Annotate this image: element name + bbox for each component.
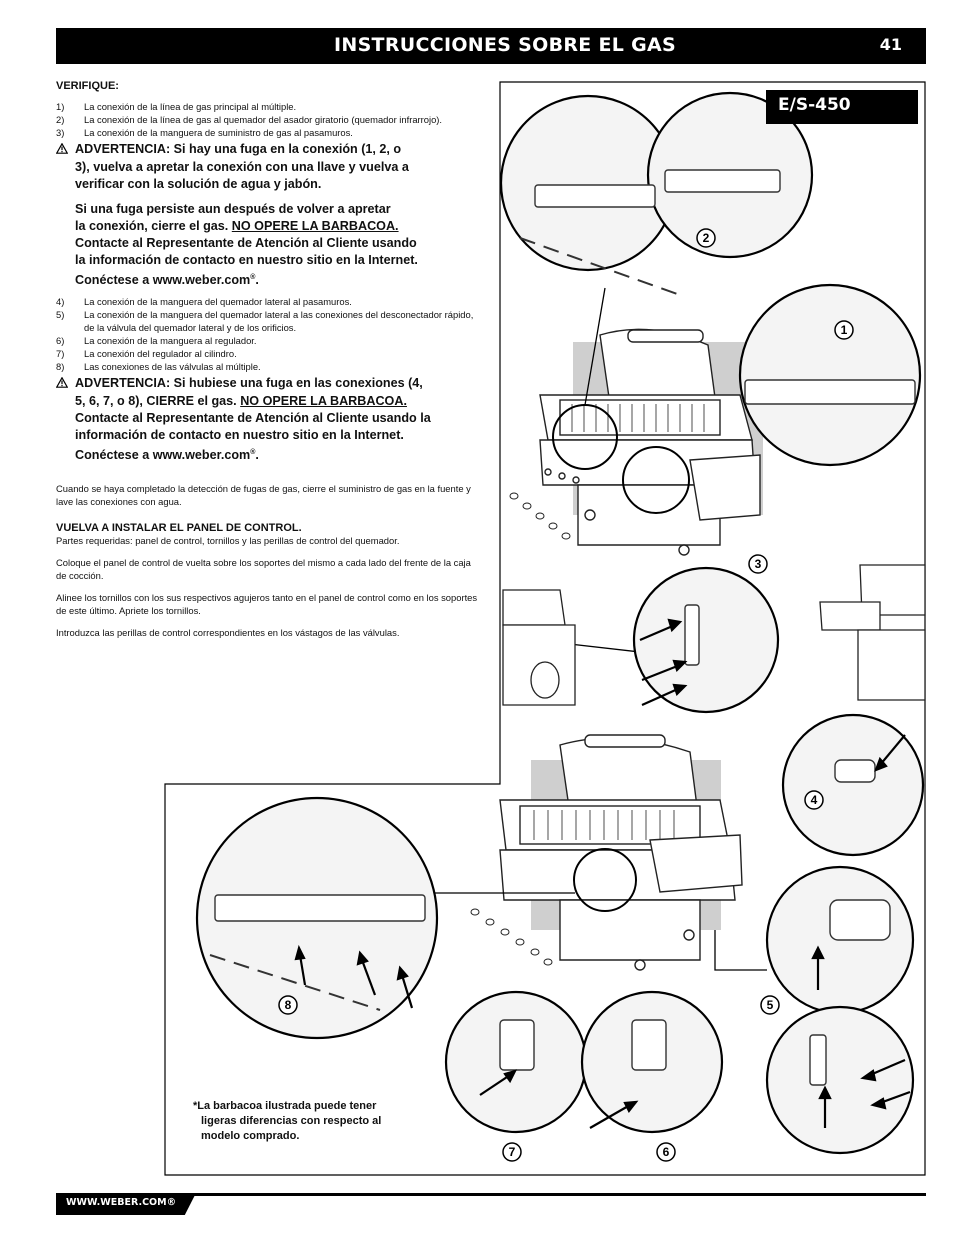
page-number: 41 — [879, 35, 902, 54]
callout-8 — [279, 996, 297, 1014]
callout-1 — [835, 321, 853, 339]
list-item: 6) La conexión de la manguera al regulador. — [56, 335, 257, 347]
callout-5 — [761, 996, 779, 1014]
list-item: 2) La conexión de la línea de gas al quemador del asador giratorio (quemador infrarrojo). — [56, 114, 443, 125]
callout-6 — [657, 1143, 675, 1161]
list-item: 5) La conexión de la manguera del quemador lateral a las conexiones del desconectador rápido, de la válvula del quemador lateral y de los orificios. — [56, 309, 474, 334]
reinstall-step-2: Alinee los tornillos con los sus respectivos agujeros tanto en el panel de control como en los soportes de este último. Apriete los tornillos. — [56, 592, 478, 617]
illustration-note: *La barbacoa ilustrada puede tener ligeras diferencias con respecto al modelo comprado. — [193, 1100, 382, 1142]
parts-required: Partes requeridas: panel de control, tornillos y las perillas de control del quemador. — [56, 535, 400, 547]
svg-text:2: 2 — [702, 231, 710, 245]
list-item: 4) La conexión de la manguera del quemador lateral al pasamuros. — [56, 296, 352, 308]
list-item: 7) La conexión del regulador al cilindro. — [56, 348, 237, 360]
warning-1: ADVERTENCIA: Si hay una fuga en la conexión (1, 2, o 3), vuelva a apretar la conexión con una llave y vuelva a verificar con la solución de agua y jabón. Si una fuga persiste aun después de volver a apretar la conexión, cierre el gas. NO OPERE LA BARBACOA. Contacte al Representante de Atención al Cliente usando la información de contacto en nuestro sitio en la Internet. Conéctese a www.weber.com®. — [56, 141, 481, 289]
svg-text:8: 8 — [284, 998, 292, 1012]
list-item: 8) Las conexiones de las válvulas al múltiple. — [56, 361, 261, 373]
svg-text:3: 3 — [754, 557, 762, 571]
callout-3 — [749, 555, 767, 573]
svg-text:4: 4 — [810, 793, 818, 807]
warning-2: ADVERTENCIA: Si hubiese una fuga en las conexiones (4, 5, 6, 7, o 8), CIERRE el gas. NO OPERE LA BARBACOA. Contacte al Representante de Atención al Cliente usando la información de contacto en nuestro sitio en la Internet. Conéctese a www.weber.com®. — [56, 375, 481, 464]
after-check-text: Cuando se haya completado la detección de fugas de gas, cierre el suministro de gas en la fuente y lave las conexiones con agua. — [56, 483, 471, 508]
model-badge: E/S-450 — [766, 90, 918, 124]
list-item: 1) La conexión de la línea de gas principal al múltiple. — [56, 101, 297, 112]
svg-text:7: 7 — [508, 1145, 516, 1159]
callout-2 — [697, 229, 715, 247]
list-item: 3) La conexión de la manguera de suministro de gas al pasamuros. — [56, 127, 353, 138]
svg-text:1: 1 — [840, 323, 848, 337]
verify-heading: VERIFIQUE: — [56, 80, 119, 92]
page-title: INSTRUCCIONES SOBRE EL GAS — [334, 34, 676, 56]
footer-url-link[interactable]: WWW.WEBER.COM® — [66, 1197, 177, 1208]
reinstall-heading: VUELVA A INSTALAR EL PANEL DE CONTROL. — [56, 522, 302, 535]
reinstall-step-1: Coloque el panel de control de vuelta sobre los soportes del mismo a cada lado del frente de la caja de cocción. — [56, 557, 471, 582]
svg-text:5: 5 — [766, 998, 774, 1012]
reinstall-step-3: Introduzca las perillas de control correspondientes en los vástagos de las válvulas. — [56, 627, 400, 639]
callout-7 — [503, 1143, 521, 1161]
svg-text:6: 6 — [662, 1145, 670, 1159]
callout-4 — [805, 791, 823, 809]
